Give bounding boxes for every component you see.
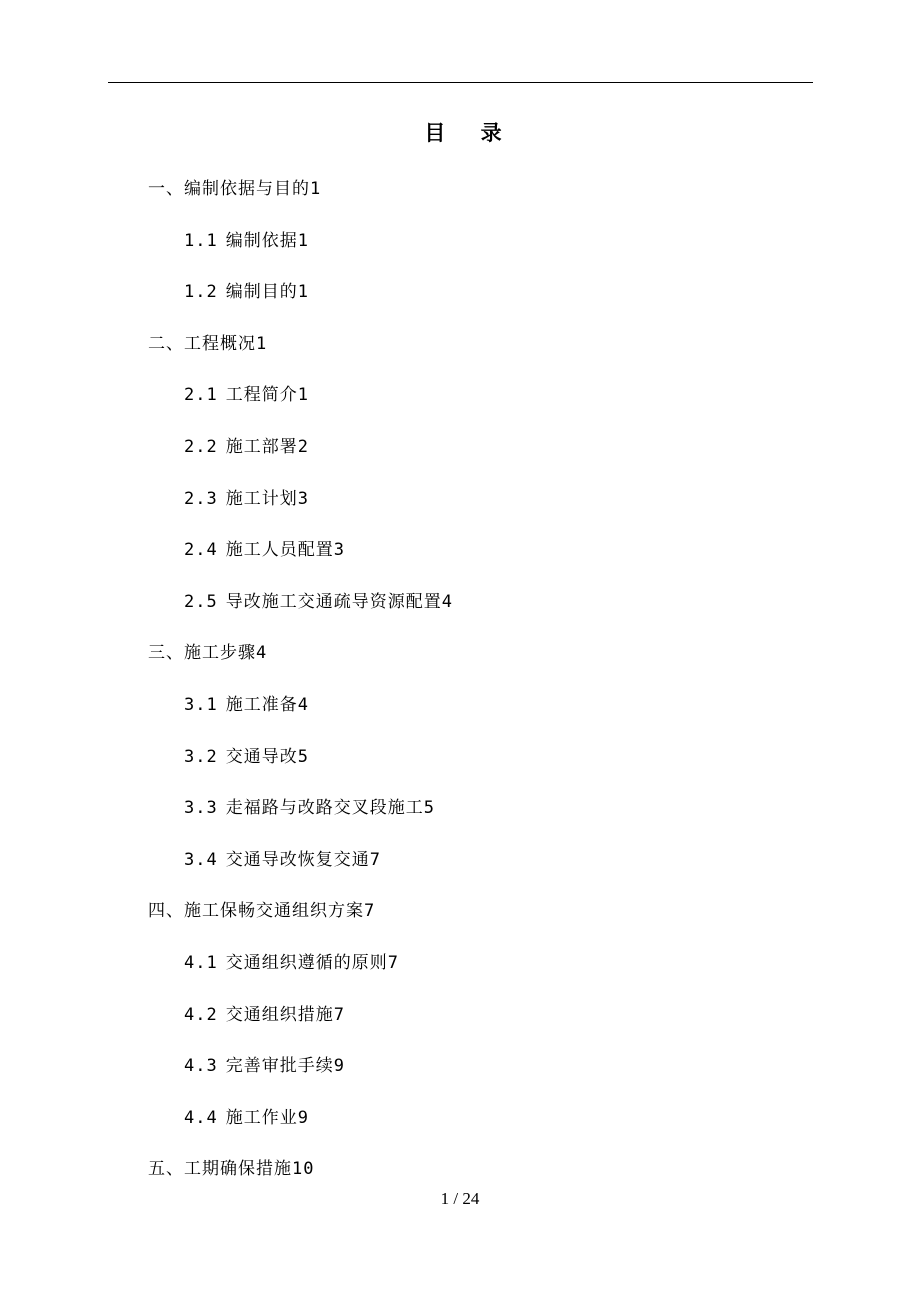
toc-entry[interactable] [148, 1157, 314, 1181]
toc-entry-page: 1 [310, 179, 322, 199]
toc-entry-page: 7 [364, 901, 376, 921]
toc-entry-page: 1 [256, 334, 268, 354]
toc-entry-page: 3 [333, 540, 345, 560]
toc-entry-page: 5 [423, 798, 435, 818]
toc-entry[interactable] [184, 590, 453, 614]
toc-entry-text: 交通组织措施 [225, 1005, 334, 1025]
toc-entry-page: 4 [441, 592, 453, 612]
toc-entry-text: 工程简介 [225, 385, 298, 405]
toc-entry[interactable] [184, 487, 309, 511]
toc-entry[interactable] [184, 796, 435, 820]
toc-entry[interactable] [184, 951, 399, 975]
toc-entry-page: 10 [292, 1159, 315, 1179]
toc-entry-number: 4.4 [184, 1108, 218, 1128]
toc-entry-text: 二、工程概况 [148, 334, 256, 354]
toc-entry-text: 三、施工步骤 [148, 643, 256, 663]
toc-entry[interactable] [184, 383, 309, 407]
page-footer: 1 / 24 [440, 1189, 480, 1208]
toc-entry[interactable] [184, 435, 309, 459]
toc-entry-page: 4 [256, 643, 268, 663]
toc-entry[interactable] [148, 177, 321, 201]
toc-entry-text: 施工准备 [225, 695, 298, 715]
toc-entry-number: 3.3 [184, 798, 218, 818]
toc-entry-page: 9 [297, 1108, 309, 1128]
toc-entry-page: 3 [297, 489, 309, 509]
toc-entry[interactable] [148, 332, 267, 356]
toc-entry-number: 2.5 [184, 592, 218, 612]
toc-entry-number: 2.1 [184, 385, 218, 405]
toc-entry-text: 交通导改 [225, 747, 298, 767]
toc-entry-number: 4.1 [184, 953, 218, 973]
toc-entry[interactable] [184, 1054, 345, 1078]
toc-entry-number: 4.2 [184, 1005, 218, 1025]
toc-entry[interactable] [184, 848, 381, 872]
toc-entry-number: 3.1 [184, 695, 218, 715]
toc-entry-text: 一、编制依据与目的 [148, 179, 310, 199]
toc-entry[interactable] [184, 280, 309, 304]
toc-entry-number: 2.4 [184, 540, 218, 560]
toc-entry-page: 7 [387, 953, 399, 973]
toc-entry[interactable] [148, 899, 375, 923]
toc-entry[interactable] [184, 229, 309, 253]
toc-entry-text: 走福路与改路交叉段施工 [225, 798, 424, 818]
toc-entry-number: 2.2 [184, 437, 218, 457]
header-rule [108, 82, 813, 83]
toc-entry-text: 交通组织遵循的原则 [225, 953, 388, 973]
toc-entry[interactable] [184, 745, 309, 769]
toc-entry-number: 2.3 [184, 489, 218, 509]
toc-entry-text: 施工计划 [225, 489, 298, 509]
toc-entry-page: 7 [369, 850, 381, 870]
toc-entry-text: 完善审批手续 [225, 1056, 334, 1076]
toc-entry-page: 7 [333, 1005, 345, 1025]
toc-entry-number: 3.2 [184, 747, 218, 767]
toc-entry-text: 编制依据 [225, 231, 298, 251]
toc-entry-text: 五、工期确保措施 [148, 1159, 292, 1179]
toc-entry-number: 3.4 [184, 850, 218, 870]
toc-entry[interactable] [184, 538, 345, 562]
toc-entry-page: 1 [297, 282, 309, 302]
toc-entry-text: 交通导改恢复交通 [225, 850, 370, 870]
toc-entry-page: 1 [297, 385, 309, 405]
toc-entry-number: 1.1 [184, 231, 218, 251]
toc-entry[interactable] [148, 641, 267, 665]
toc-entry-page: 5 [297, 747, 309, 767]
toc-entry[interactable] [184, 693, 309, 717]
toc-entry-number: 1.2 [184, 282, 218, 302]
toc-entry-text: 施工作业 [225, 1108, 298, 1128]
toc-entry[interactable] [184, 1003, 345, 1027]
toc-entry-text: 四、施工保畅交通组织方案 [148, 901, 364, 921]
toc-title: 目 录 [424, 121, 516, 145]
toc-entry-page: 4 [297, 695, 309, 715]
toc-entry-text: 编制目的 [225, 282, 298, 302]
toc-entry-text: 导改施工交通疏导资源配置 [225, 592, 442, 612]
toc-entry-page: 2 [297, 437, 309, 457]
toc-entry-text: 施工人员配置 [225, 540, 334, 560]
toc-entry-number: 4.3 [184, 1056, 218, 1076]
toc-entry[interactable] [184, 1106, 309, 1130]
toc-entry-text: 施工部署 [225, 437, 298, 457]
toc-entry-page: 1 [297, 231, 309, 251]
toc-entry-page: 9 [333, 1056, 345, 1076]
